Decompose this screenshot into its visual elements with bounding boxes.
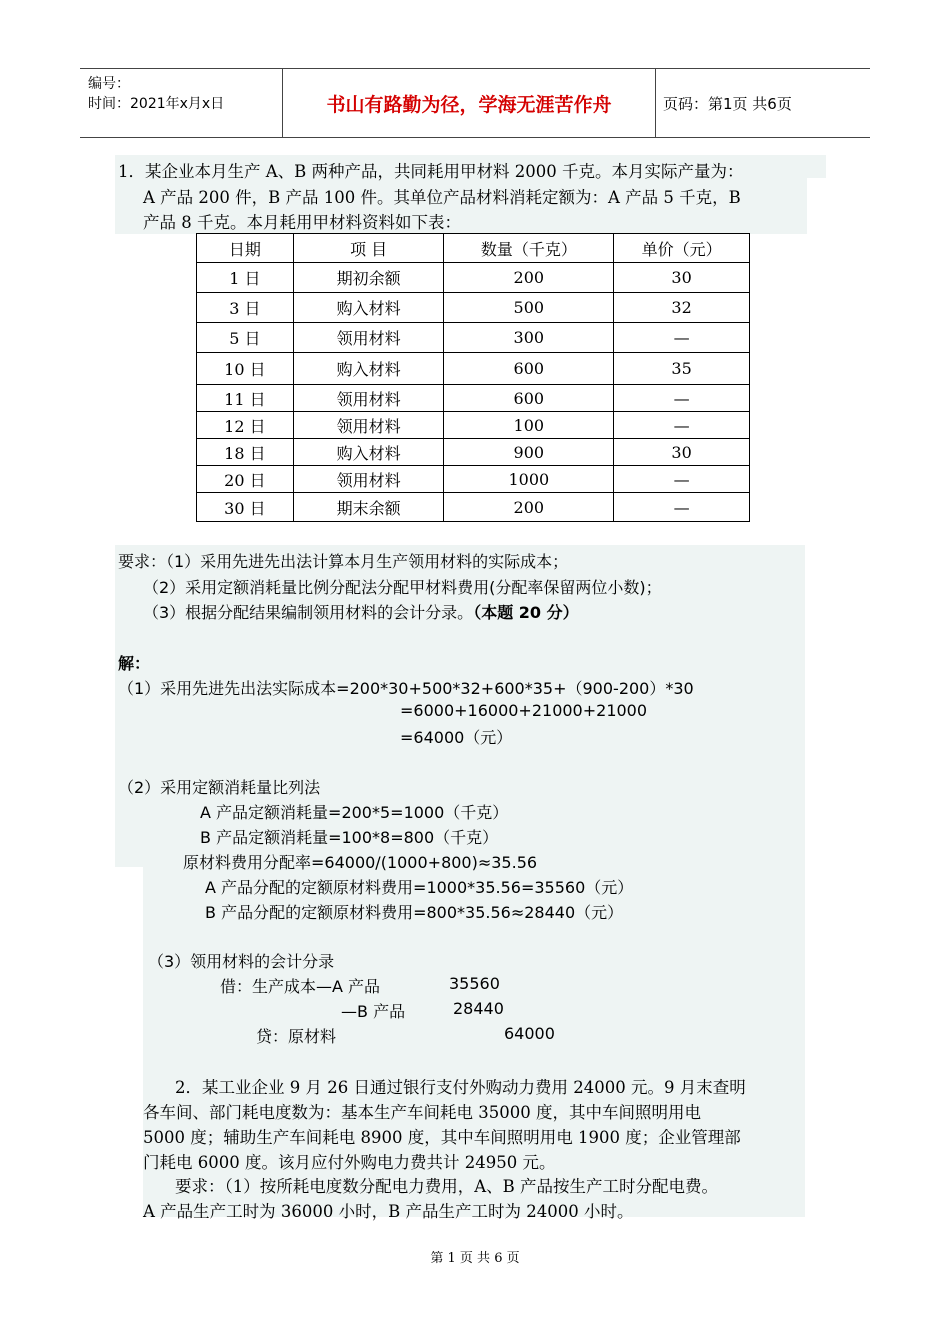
cell: —	[614, 466, 750, 493]
cell: 300	[444, 323, 614, 353]
cell: 3 日	[197, 293, 294, 323]
cell: 100	[444, 412, 614, 439]
cell: 32	[614, 293, 750, 323]
table-row	[197, 439, 750, 466]
requirement-3	[143, 600, 579, 623]
cell: 500	[444, 293, 614, 323]
solution-p2-line1: A 产品定额消耗量=200*5=1000（千克）	[200, 803, 509, 822]
table-row	[197, 385, 750, 412]
cell: 10 日	[197, 353, 294, 385]
requirement-2: （2）采用定额消耗量比例分配法分配甲材料费用(分配率保留两位小数)；	[143, 578, 662, 597]
requirement-3-text: （3）根据分配结果编制领用材料的会计分录。	[143, 603, 474, 622]
header-cell: 项 目	[293, 234, 444, 263]
solution-p3-title: （3）领用材料的会计分录	[148, 952, 335, 971]
solution-p1-line2: =6000+16000+21000+21000	[400, 701, 648, 720]
journal-credit: 贷：原材料	[256, 1027, 337, 1046]
cell: 领用材料	[293, 385, 444, 412]
cell: 600	[444, 353, 614, 385]
solution-label: 解：	[118, 654, 151, 673]
cell: 1 日	[197, 263, 294, 293]
cell: 领用材料	[293, 323, 444, 353]
cell: 30	[614, 263, 750, 293]
q2-line4: 门耗电 6000 度。该月应付外购电力费共计 24950 元。	[143, 1153, 556, 1172]
cell: 30 日	[197, 493, 294, 522]
q2-line2: 各车间、部门耗电度数为：基本生产车间耗电 35000 度，其中车间照明用电	[143, 1103, 701, 1122]
journal-debit-b: —B 产品	[341, 1002, 406, 1021]
cell: 领用材料	[293, 466, 444, 493]
table-header-row	[197, 234, 750, 263]
cell: 900	[444, 439, 614, 466]
solution-p1-line3: =64000（元）	[400, 728, 513, 747]
journal-debit-b-amount: 28440	[453, 999, 504, 1018]
date-label: 时间：2021年x月x日	[88, 96, 225, 112]
journal-debit-a: 借：生产成本—A 产品	[220, 977, 381, 996]
table-row	[197, 293, 750, 323]
cell: 5 日	[197, 323, 294, 353]
requirement-1: 要求：（1）采用先进先出法计算本月生产领用材料的实际成本；	[118, 552, 569, 571]
q1-line1: 1．某企业本月生产 A、B 两种产品，共同耗用甲材料 2000 千克。本月实际产量为：	[118, 162, 744, 181]
cell: 200	[444, 493, 614, 522]
cell: 12 日	[197, 412, 294, 439]
q2-line1: 2．某工业企业 9 月 26 日通过银行支付外购动力费用 24000 元。9 月末查明	[175, 1078, 746, 1097]
table-row	[197, 323, 750, 353]
table-row	[197, 353, 750, 385]
q2-line6: A 产品生产工时为 36000 小时，B 产品生产工时为 24000 小时。	[143, 1202, 634, 1221]
cell: 20 日	[197, 466, 294, 493]
cell: 期末余额	[293, 493, 444, 522]
cell: 18 日	[197, 439, 294, 466]
journal-debit-a-amount: 35560	[449, 974, 500, 993]
cell: 购入材料	[293, 293, 444, 323]
cell: —	[614, 385, 750, 412]
page-info: 页码：第1页 共6页	[663, 95, 792, 113]
cell: 30	[614, 439, 750, 466]
cell: —	[614, 493, 750, 522]
material-table	[196, 233, 750, 522]
q1-line3: 产品 8 千克。本月耗用甲材料资料如下表：	[143, 213, 461, 232]
solution-p2-title: （2）采用定额消耗量比列法	[118, 778, 321, 797]
cell: 200	[444, 263, 614, 293]
cell: 领用材料	[293, 412, 444, 439]
header-cell: 日期	[197, 234, 294, 263]
table-row	[197, 263, 750, 293]
solution-p1-line1: （1）采用先进先出法实际成本=200*30+500*32+600*35+（900-200）*30	[118, 679, 694, 698]
cell: 购入材料	[293, 439, 444, 466]
solution-p2-line4: A 产品分配的定额原材料费用=1000*35.56=35560（元）	[205, 878, 634, 897]
solution-p2-line3: 原材料费用分配率=64000/(1000+800)≈35.56	[183, 853, 538, 872]
page-footer: 第 1 页 共 6 页	[430, 1251, 520, 1266]
q1-line2: A 产品 200 件，B 产品 100 件。其单位产品材料消耗定额为：A 产品 5 千克，B	[143, 188, 741, 207]
table-row	[197, 493, 750, 522]
header-meta	[80, 69, 282, 137]
cell: —	[614, 412, 750, 439]
header-cell: 单价（元）	[614, 234, 750, 263]
journal-credit-amount: 64000	[504, 1024, 555, 1043]
motto: 书山有路勤为径，学海无涯苦作舟	[282, 69, 656, 137]
table-row	[197, 412, 750, 439]
cell: 11 日	[197, 385, 294, 412]
solution-p2-line2: B 产品定额消耗量=100*8=800（千克）	[200, 828, 499, 847]
table-row	[197, 466, 750, 493]
cell: 600	[444, 385, 614, 412]
q2-line3: 5000 度；辅助生产车间耗电 8900 度，其中车间照明用电 1900 度；企业管理部	[143, 1128, 741, 1147]
cell: 35	[614, 353, 750, 385]
header-cell: 数量（千克）	[444, 234, 614, 263]
page-header	[80, 68, 870, 138]
q2-line5: 要求：（1）按所耗电度数分配电力费用，A、B 产品按生产工时分配电费。	[175, 1177, 719, 1196]
score-label: （本题 20 分）	[473, 603, 579, 622]
solution-p2-line5: B 产品分配的定额原材料费用=800*35.56≈28440（元）	[205, 903, 624, 922]
cell: 1000	[444, 466, 614, 493]
number-label: 编号：	[88, 76, 130, 92]
cell: —	[614, 323, 750, 353]
cell: 购入材料	[293, 353, 444, 385]
cell: 期初余额	[293, 263, 444, 293]
